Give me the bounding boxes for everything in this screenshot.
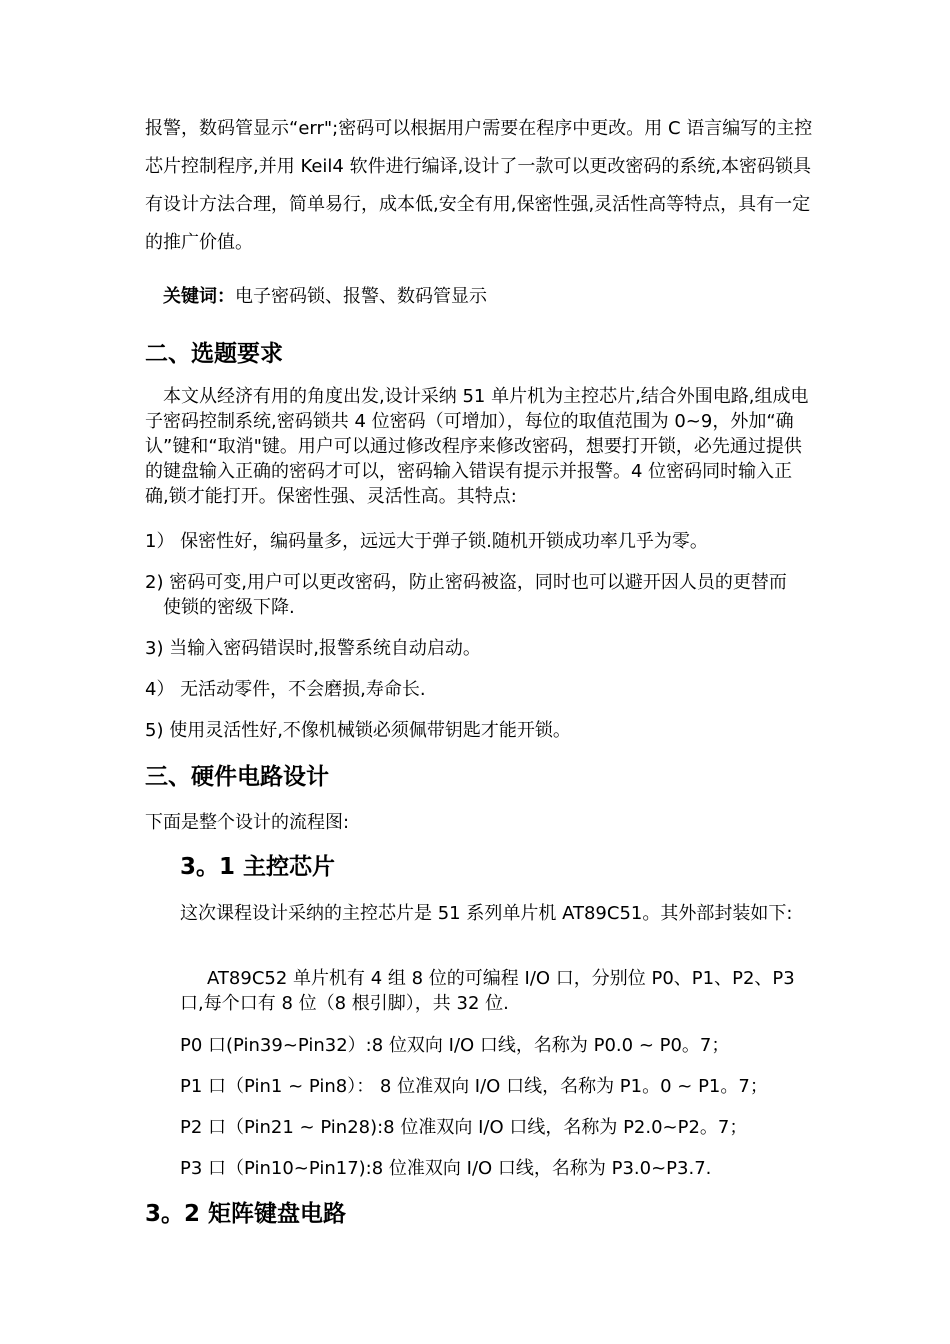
keywords-line xyxy=(163,284,813,309)
subsection-3-2-heading: 3。2 矩阵键盘电路 xyxy=(145,1201,347,1227)
abstract-tail-paragraph: 报警，数码管显示“err";密码可以根据用户需要在程序中更改。用 C 语言编写的主控芯片控制程序,并用 Keil4 软件进行编译,设计了一款可以更改密码的系统,本密码锁具有设计方法合理，简单易行，成本低,安全有用,保密性强,灵活性高等特点，具有一定的推广价值。 xyxy=(145,118,813,253)
feature-item-3: 3) 当输入密码错误时,报警系统自动启动。 xyxy=(145,638,481,659)
keywords-value: 电子密码锁、报警、数码管显示 xyxy=(235,286,487,307)
section-3-intro: 下面是整个设计的流程图: xyxy=(145,812,350,833)
subsection-3-1-heading: 3。1 主控芯片 xyxy=(180,854,336,880)
feature-item-4: 4） 无活动零件，不会磨损,寿命长. xyxy=(145,679,426,700)
feature-item-5: 5) 使用灵活性好,不像机械锁必须佩带钥匙才能开锁。 xyxy=(145,720,571,741)
port-description-p3: P3 口（Pin10~Pin17):8 位准双向 I/O 口线，名称为 P3.0~P3.7. xyxy=(180,1158,712,1179)
feature-item-2: 2) 密码可变,用户可以更改密码，防止密码被盗，同时也可以避开因人员的更替而使锁的密级下降. xyxy=(145,572,787,618)
port-description-p2: P2 口（Pin21 ~ Pin28):8 位准双向 I/O 口线，名称为 P2.0~P2。7； xyxy=(180,1117,748,1138)
section-3-heading: 三、硬件电路设计 xyxy=(145,764,329,790)
feature-item-1: 1） 保密性好，编码量多，远远大于弹子锁.随机开锁成功率几乎为零。 xyxy=(145,531,708,552)
port-description-p0: P0 口(Pin39~Pin32）:8 位双向 I/O 口线，名称为 P0.0 ~ P0。7； xyxy=(180,1035,730,1056)
subsection-3-1-paragraph-2: AT89C52 单片机有 4 组 8 位的可编程 I/O 口，分别位 P0、P1、P2、P3 口,每个口有 8 位（8 根引脚），共 32 位. xyxy=(180,968,795,1014)
section-2-intro: 本文从经济有用的角度出发,设计采纳 51 单片机为主控芯片,结合外围电路,组成电子密码控制系统,密码锁共 4 位密码（可增加），每位的取值范围为 0~9，外加“确认”键和“取消"键。用户可以通过修改程序来修改密码，想要打开锁，必先通过提供的键盘输入正确的密码才可以，密码输入错误有提示并报警。4 位密码同时输入正确,锁才能打开。保密性强、灵活性高。其特点: xyxy=(145,386,809,507)
section-2-heading: 二、选题要求 xyxy=(145,341,283,367)
port-description-p1: P1 口（Pin1 ~ Pin8）： 8 位准双向 I/O 口线，名称为 P1。0 ~ P1。7； xyxy=(180,1076,768,1097)
keywords-label: 关键词： xyxy=(163,286,235,307)
subsection-3-1-paragraph-1: 这次课程设计采纳的主控芯片是 51 系列单片机 AT89C51。其外部封装如下: xyxy=(180,903,793,924)
